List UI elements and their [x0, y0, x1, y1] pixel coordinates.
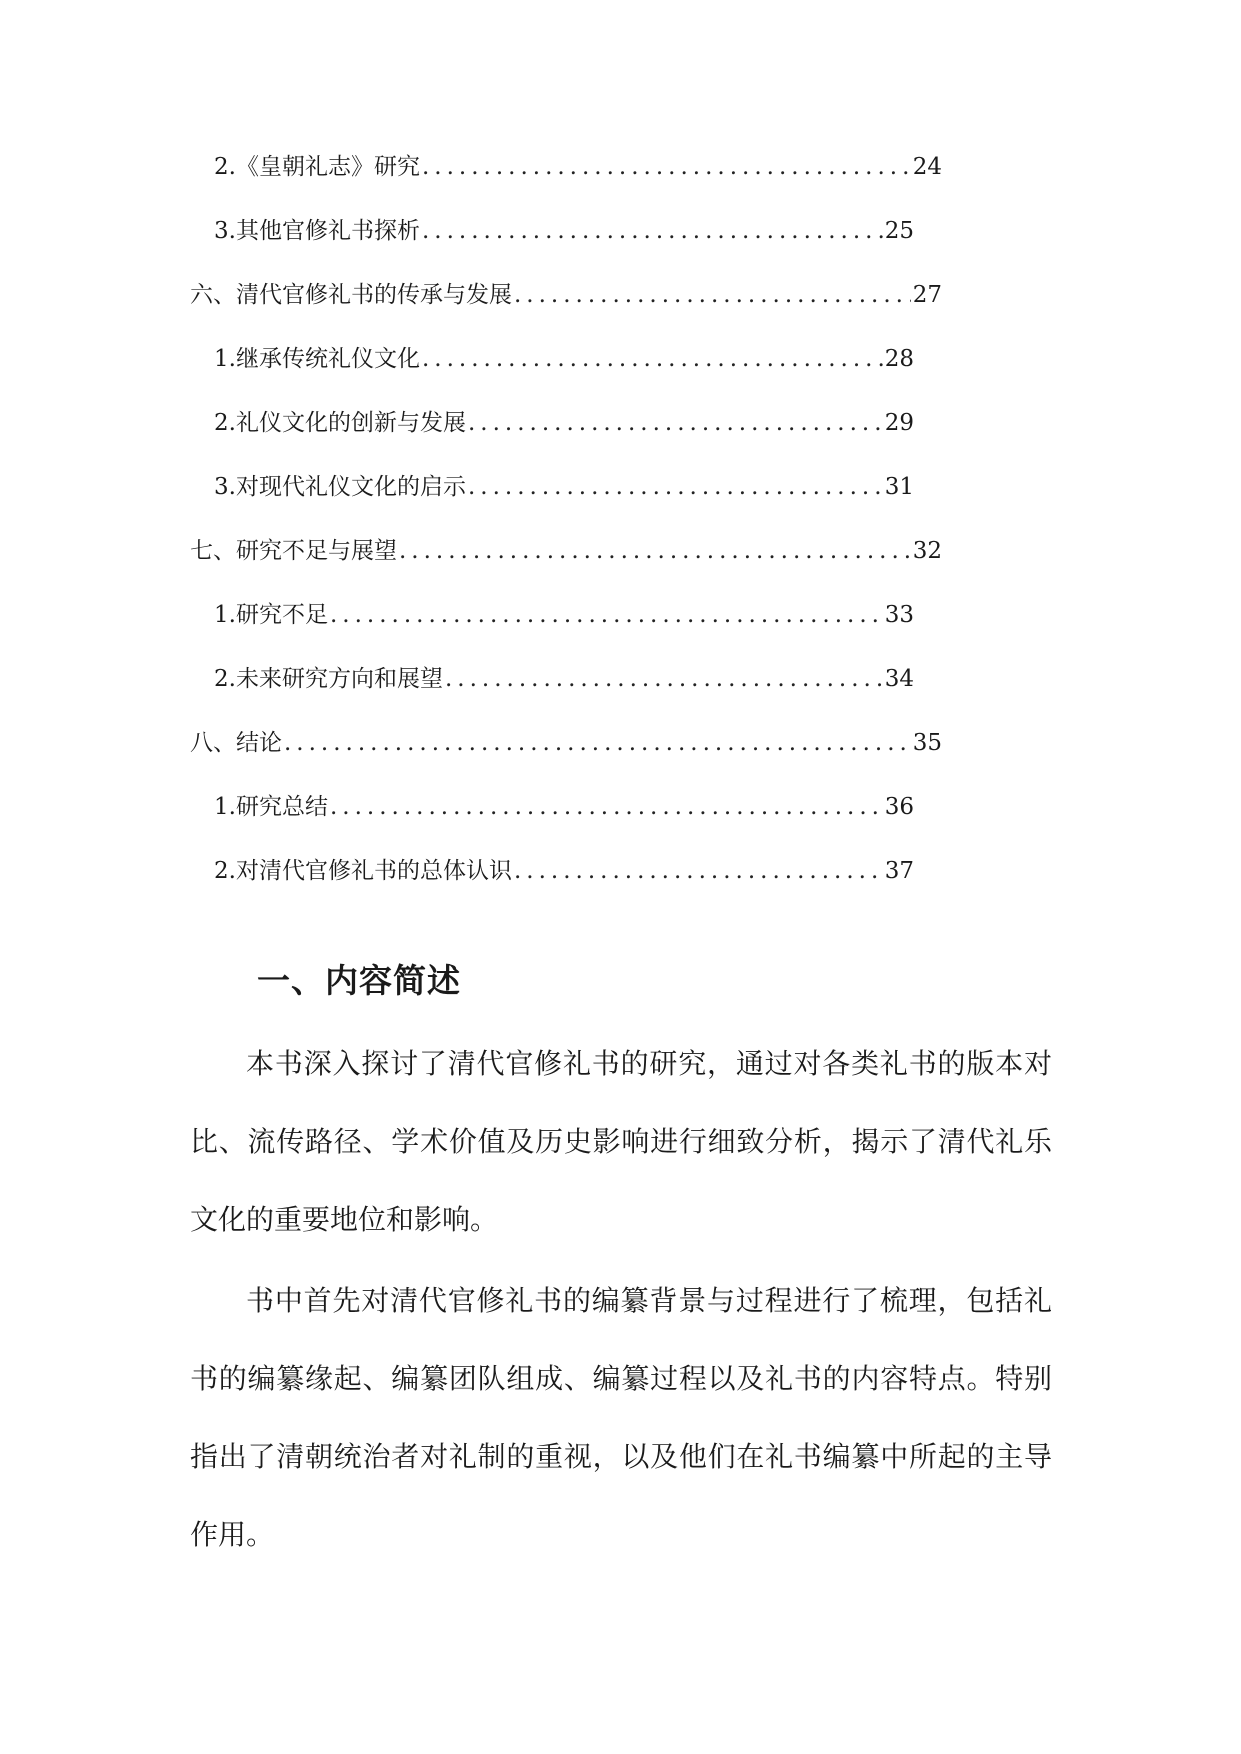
toc-entry[interactable]: [214, 339, 914, 379]
toc-entry-title: 《皇朝礼志》研究: [235, 154, 420, 180]
toc-entry-page: 33: [884, 602, 914, 628]
toc-leader-dots: [514, 275, 911, 315]
toc-entry-number: 2.: [214, 858, 236, 884]
toc-entry-title: 未来研究方向和展望: [235, 666, 443, 692]
toc-entry[interactable]: [214, 211, 914, 251]
toc-entry-page: 25: [884, 218, 914, 244]
toc-entry[interactable]: [214, 787, 914, 827]
toc-leader-dots: [468, 403, 883, 443]
toc-entry[interactable]: [214, 659, 914, 699]
toc-entry-number: 2.: [214, 666, 236, 692]
toc-leader-dots: [284, 723, 911, 763]
toc-entry-page: 31: [884, 474, 914, 500]
toc-entry-page: 35: [912, 730, 942, 756]
toc-entry-page: 29: [884, 410, 914, 436]
toc-entry-page: 27: [912, 282, 942, 308]
toc-entry[interactable]: [214, 595, 914, 635]
toc-entry-title: 其他官修礼书探析: [235, 218, 420, 244]
toc-entry-page: 37: [884, 858, 914, 884]
toc-entry[interactable]: [214, 147, 942, 187]
toc-entry-number: 3.: [214, 474, 236, 500]
body-paragraph: 书中首先对清代官修礼书的编纂背景与过程进行了梳理，包括礼书的编纂缘起、编纂团队组成、编纂过程以及礼书的内容特点。特别指出了清朝统治者对礼制的重视，以及他们在礼书编纂中所起的主导作用。: [190, 1284, 1052, 1551]
toc-leader-dots: [468, 467, 883, 507]
toc-leader-dots: [445, 659, 883, 699]
toc-leader-dots: [514, 851, 883, 891]
toc-entry-number: 3.: [214, 218, 236, 244]
toc-entry-title: 对清代官修礼书的总体认识: [235, 858, 512, 884]
toc-leader-dots: [330, 787, 883, 827]
toc-entry[interactable]: [190, 531, 942, 571]
toc-entry[interactable]: [190, 723, 942, 763]
toc-leader-dots: [399, 531, 911, 571]
toc-entry-title: 继承传统礼仪文化: [235, 346, 420, 372]
toc-leader-dots: [330, 595, 883, 635]
toc-entry-title: 礼仪文化的创新与发展: [235, 410, 466, 436]
toc-entry-title: 七、研究不足与展望: [190, 538, 397, 564]
section-heading: 一、内容简述: [257, 961, 461, 1000]
toc-entry-title: 八、结论: [190, 730, 282, 756]
toc-leader-dots: [422, 147, 911, 187]
toc-leader-dots: [422, 211, 883, 251]
toc-entry-page: 28: [884, 346, 914, 372]
body-paragraph: 本书深入探讨了清代官修礼书的研究，通过对各类礼书的版本对比、流传路径、学术价值及历史影响进行细致分析，揭示了清代礼乐文化的重要地位和影响。: [190, 1047, 1052, 1236]
toc-entry[interactable]: [190, 275, 942, 315]
toc-entry-number: 1.: [214, 794, 236, 820]
toc-entry-title: 研究不足: [235, 602, 328, 628]
toc-entry-number: 1.: [214, 346, 236, 372]
toc-entry-page: 34: [884, 666, 914, 692]
toc-entry-number: 2.: [214, 154, 236, 180]
toc-entry-number: 1.: [214, 602, 236, 628]
toc-leader-dots: [422, 339, 883, 379]
toc-entry[interactable]: [214, 851, 914, 891]
toc-entry-page: 36: [884, 794, 914, 820]
toc-entry-page: 32: [912, 538, 942, 564]
toc-entry-title: 对现代礼仪文化的启示: [235, 474, 466, 500]
toc-entry-title: 六、清代官修礼书的传承与发展: [190, 282, 512, 308]
toc-entry[interactable]: [214, 403, 914, 443]
toc-entry[interactable]: [214, 467, 914, 507]
toc-entry-number: 2.: [214, 410, 236, 436]
toc-entry-title: 研究总结: [235, 794, 328, 820]
toc-entry-page: 24: [912, 154, 942, 180]
